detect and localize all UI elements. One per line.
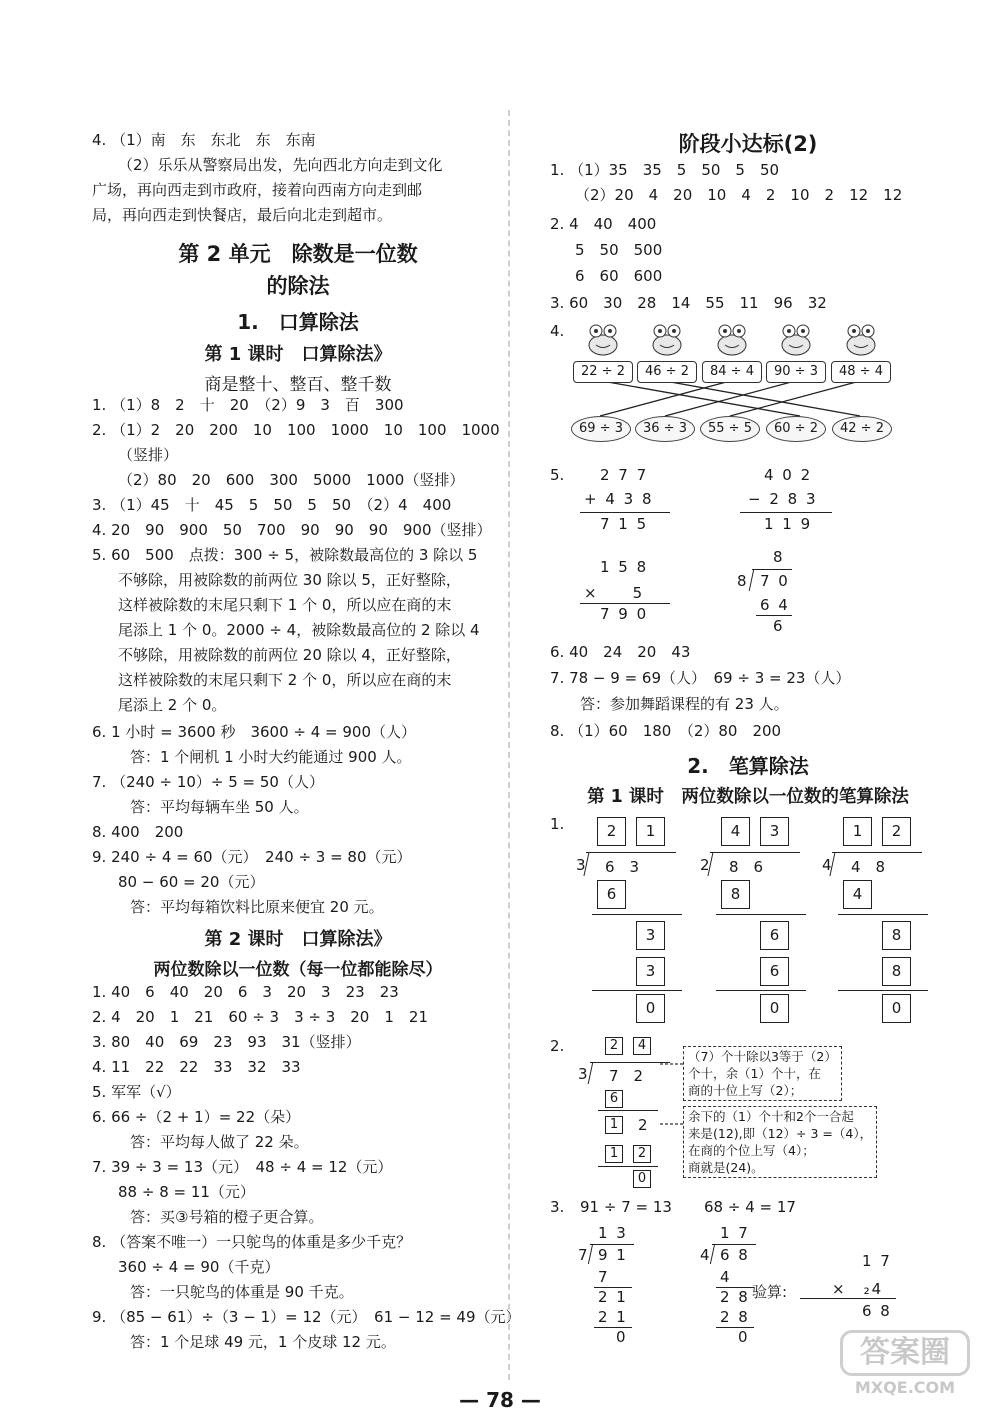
stage-line: 6 60 600 (575, 267, 663, 285)
p3a-sub1: 7 (598, 1268, 608, 1286)
div-quotient: 8 (773, 548, 783, 566)
p1b-quotient-tens: 4 (721, 817, 750, 846)
add-rule (580, 512, 670, 513)
lesson-1-title: 第 1 课时 口算除法》 (204, 344, 392, 365)
l1-line: （竖排） (118, 446, 179, 464)
div-rule (756, 615, 792, 616)
p3-equation-2: 68 ÷ 4 = 17 (704, 1198, 796, 1216)
p3a-rule2 (594, 1327, 632, 1328)
unit-title-2: 的除法 (266, 274, 330, 298)
stage-line: 2. 4 40 400 (550, 215, 657, 233)
after-line: 8. （1）60 180 （2）80 200 (550, 722, 782, 740)
p1a-sub2: 3 (636, 957, 665, 986)
l2-line: 360 ÷ 4 = 90（千克） (118, 1258, 280, 1276)
stage-title: 阶段小达标(2) (678, 132, 818, 156)
l2-line: 8. （答案不唯一）一只鸵鸟的体重是多少千克？ (92, 1233, 412, 1251)
p2-label: 2. (550, 1037, 565, 1055)
div-remainder: 6 (773, 617, 783, 635)
l1-line: 这样被除数的末尾只剩下 1 个 0，所以应在商的末 (118, 596, 452, 614)
stage-line: 5 50 500 (575, 241, 663, 259)
l2-line: 5. 军军（√） (92, 1083, 181, 1101)
p1c-bar (832, 852, 922, 853)
p2-rem1-ones: 2 (638, 1116, 648, 1134)
note-2-line: 余下的（1）个十和2个一合起 (688, 1109, 854, 1124)
div-bar (752, 569, 792, 570)
p1b-rem2: 0 (760, 994, 789, 1023)
lesson-2-subtitle: 两位数除以一位数（每一位都能除尽） (153, 960, 443, 980)
q4-line-1: 4. （1）南 东 东北 东 东南 (92, 131, 316, 149)
p1c-rem2: 0 (882, 994, 911, 1023)
l2-line: 7. 39 ÷ 3 = 13（元） 48 ÷ 4 = 12（元） (92, 1158, 393, 1176)
p1c-dividend: 4 8 (851, 858, 886, 876)
p1c-quotient-tens: 1 (843, 817, 872, 846)
p1b-quotient-ones: 3 (760, 817, 789, 846)
p3a-rem1: 2 1 (598, 1288, 628, 1306)
frog-card: 48 ÷ 4 (831, 361, 891, 383)
l1-line: 8. 400 200 (92, 823, 184, 841)
lesson-2-title: 第 2 课时 口算除法》 (204, 929, 392, 950)
div-divisor: 8 (737, 572, 747, 590)
l1-line: 1. （1）8 2 十 20 （2）9 3 百 300 (92, 396, 404, 414)
check-top: 1 7 (862, 1252, 892, 1270)
p1c-rule2 (838, 990, 928, 991)
stage-line: （2）20 4 20 10 4 2 10 2 12 12 (575, 186, 903, 204)
p1a-quotient-ones: 1 (636, 817, 665, 846)
mul-top: 1 5 8 (600, 558, 649, 576)
l2-line: 答：平均每人做了 22 朵。 (130, 1133, 309, 1151)
note-2-line: 来是(12),即（12）÷ 3 =（4）， (688, 1126, 873, 1141)
l1-line: 2. （1）2 20 200 10 100 1000 10 100 1000 (92, 421, 500, 439)
l1-line: 3. （1）45 十 45 5 50 5 50 （2）4 400 (92, 496, 452, 514)
frog-card: 22 ÷ 2 (573, 361, 633, 383)
p3a-quotient: 1 3 (598, 1224, 628, 1242)
stage-line: 1. （1）35 35 5 50 5 50 (550, 161, 780, 179)
p3b-rem2: 0 (738, 1328, 748, 1346)
watermark-url: MXQE.COM (854, 1378, 956, 1397)
note-2-line: 商就是(24)。 (688, 1160, 764, 1175)
q4-line-3: 广场，再向西走到市政府，接着向西南方向走到邮 (92, 181, 423, 199)
p1a-dividend: 6 3 (605, 858, 640, 876)
p1c-divisor: 4 (822, 856, 832, 874)
frog-icon (649, 321, 685, 357)
mul-mid: × 5 (584, 584, 645, 602)
div-subtract: 6 4 (760, 596, 790, 614)
l1-line: 7. （240 ÷ 10）÷ 5 = 50（人） (92, 773, 324, 791)
frog-icon (843, 321, 879, 357)
p1b-sub1: 8 (721, 880, 750, 909)
p2-rule2 (598, 1166, 658, 1167)
p3a-dividend: 9 1 (598, 1246, 628, 1264)
p3-equation-1: 91 ÷ 7 = 13 (580, 1198, 672, 1216)
div-bracket (749, 569, 755, 591)
l1-line: （2）80 20 600 300 5000 1000（竖排） (118, 471, 465, 489)
check-result: 6 8 (862, 1302, 892, 1320)
p3a-divisor: 7 (578, 1246, 588, 1264)
sub-mid: − 2 8 3 (748, 490, 818, 508)
p2-sub2-ones: 2 (633, 1145, 651, 1163)
frog-card: 46 ÷ 2 (637, 361, 697, 383)
l1-line: 不够除，用被除数的前两位 30 除以 5，正好整除， (118, 571, 461, 589)
p1b-rem1: 6 (760, 921, 789, 950)
q5-label: 5. (550, 466, 565, 484)
lesson-3-title: 第 1 课时 两位数除以一位数的笔算除法 (587, 787, 909, 807)
p1a-rem1: 3 (636, 921, 665, 950)
p2-rem2: 0 (633, 1170, 651, 1188)
q4-label: 4. (550, 322, 565, 340)
p1a-bar (586, 852, 676, 853)
l1-line: 4. 20 90 900 50 700 90 90 90 900（竖排） (92, 521, 492, 539)
check-mid: × ₂4 (832, 1280, 884, 1298)
leaf-card: 55 ÷ 5 (700, 416, 760, 442)
add-result: 7 1 5 (600, 515, 649, 533)
leaf-card: 60 ÷ 2 (766, 416, 826, 442)
lesson-1-subtitle: 商是整十、整百、整千数 (204, 375, 392, 395)
l1-line: 尾添上 2 个 0。 (118, 696, 227, 714)
note-1-line: 商的十位上写（2）； (688, 1083, 803, 1098)
note-1-line: 个十，余（1）个十，在 (688, 1066, 821, 1081)
p2-quotient-ones: 4 (633, 1037, 651, 1055)
p1-label: 1. (550, 815, 565, 833)
note-1-line: （7）个十除以3等于（2） (688, 1049, 837, 1064)
after-line: 6. 40 24 20 43 (550, 643, 691, 661)
p2-sub2-tens: 1 (605, 1145, 623, 1163)
p3b-divisor: 4 (700, 1246, 710, 1264)
add-top: 2 7 7 (600, 466, 649, 484)
p1a-rule2 (592, 990, 682, 991)
p1a-rem2: 0 (636, 994, 665, 1023)
p1b-rule2 (716, 990, 806, 991)
l1-line: 5. 60 500 点拨：300 ÷ 5，被除数最高位的 3 除以 5 (92, 546, 478, 564)
check-label: 验算: (752, 1283, 788, 1301)
mul-rule (580, 603, 670, 604)
p1b-bar (710, 852, 800, 853)
l2-line: 2. 4 20 1 21 60 ÷ 3 3 ÷ 3 20 1 21 (92, 1008, 428, 1026)
p3a-sub2: 2 1 (598, 1308, 628, 1326)
add-mid: + 4 3 8 (584, 490, 654, 508)
p1b-divisor: 2 (700, 856, 710, 874)
p1a-sub1: 6 (597, 880, 626, 909)
l2-line: 答：1 个足球 49 元，1 个皮球 12 元。 (130, 1333, 396, 1351)
p3b-dividend: 6 8 (720, 1246, 750, 1264)
p1c-rem1: 8 (882, 921, 911, 950)
p1c-rule1 (838, 914, 928, 915)
sub-rule (740, 512, 832, 513)
l2-line: 88 ÷ 8 = 11（元） (118, 1183, 255, 1201)
frog-icon (778, 321, 814, 357)
p2-note-1 (683, 1046, 842, 1101)
l1-line: 6. 1 小时 = 3600 秒 3600 ÷ 4 = 900（人） (92, 723, 416, 741)
l1-line: 9. 240 ÷ 4 = 60（元） 240 ÷ 3 = 80（元） (92, 848, 412, 866)
mul-result: 7 9 0 (600, 605, 649, 623)
p3a-rem2: 0 (616, 1328, 626, 1346)
div-dividend: 7 0 (760, 572, 790, 590)
p1c-sub2: 8 (882, 957, 911, 986)
p1c-quotient-ones: 2 (882, 817, 911, 846)
p3a-bracket (588, 1244, 593, 1264)
l1-line: 答：平均每箱饮料比原来便宜 20 元。 (130, 898, 384, 916)
p1a-rule1 (592, 914, 682, 915)
l1-line: 80 − 60 = 20（元） (118, 873, 265, 891)
sub-result: 1 1 9 (764, 515, 813, 533)
l2-line: 答：一只鸵鸟的体重是 90 千克。 (130, 1283, 354, 1301)
l2-line: 6. 66 ÷（2 + 1）= 22（朵） (92, 1108, 301, 1126)
p3-label: 3. (550, 1198, 565, 1216)
q4-line-2: （2）乐乐从警察局出发，先向西北方向走到文化 (118, 156, 443, 174)
watermark-text: 答案圈 (840, 1330, 970, 1376)
p2-sub1: 6 (605, 1090, 623, 1108)
l1-line: 不够除，用被除数的前两位 20 除以 4，正好整除， (118, 646, 461, 664)
l2-line: 4. 11 22 22 33 32 33 (92, 1058, 301, 1076)
watermark-logo (840, 1330, 970, 1406)
l1-line: 尾添上 1 个 0。2000 ÷ 4，被除数最高位的 2 除以 4 (118, 621, 480, 639)
p1c-sub1: 4 (843, 880, 872, 909)
p1b-dividend: 8 6 (729, 858, 764, 876)
p2-quotient-tens: 2 (605, 1037, 623, 1055)
frog-card: 90 ÷ 3 (766, 361, 826, 383)
l1-line: 答：平均每辆车坐 50 人。 (130, 798, 309, 816)
p3b-sub2: 2 8 (720, 1308, 750, 1326)
p2-bracket (588, 1062, 594, 1084)
after-line: 答：参加舞蹈课程的有 23 人。 (580, 695, 789, 713)
p3b-rem1: 2 8 (720, 1288, 750, 1306)
l1-line: 这样被除数的末尾只剩下 2 个 0，所以应在商的末 (118, 671, 452, 689)
p2-note-2 (683, 1106, 877, 1178)
p3b-bar (712, 1244, 756, 1245)
p2-dividend: 7 2 (609, 1067, 644, 1085)
p2-rem1-tens: 1 (605, 1116, 623, 1134)
l2-line: 3. 80 40 69 23 93 31（竖排） (92, 1033, 361, 1051)
p1b-rule1 (716, 914, 806, 915)
frog-icon (585, 321, 621, 357)
l2-line: 1. 40 6 40 20 6 3 20 3 23 23 (92, 983, 399, 1001)
leaf-card: 36 ÷ 3 (635, 416, 695, 442)
sub-top: 4 0 2 (764, 466, 813, 484)
leaf-card: 69 ÷ 3 (571, 416, 631, 442)
l1-line: 答：1 个闸机 1 小时大约能通过 900 人。 (130, 748, 412, 766)
q4-line-4: 局，再向西走到快餐店，最后向北走到超市。 (92, 206, 393, 224)
p3b-quotient: 1 7 (720, 1224, 750, 1242)
note-2-line: 在商的个位上写（4）； (688, 1143, 815, 1158)
section-title-2: 2. 笔算除法 (687, 754, 809, 778)
frog-icon (714, 321, 750, 357)
column-divider (508, 110, 511, 1380)
after-line: 7. 78 − 9 = 69（人） 69 ÷ 3 = 23（人） (550, 669, 851, 687)
stage-line: 3. 60 30 28 14 55 11 96 32 (550, 294, 827, 312)
p3a-bar (590, 1244, 634, 1245)
p2-divisor: 3 (578, 1065, 588, 1083)
l2-line: 答：买③号箱的橙子更合算。 (130, 1208, 324, 1226)
leaf-card: 42 ÷ 2 (832, 416, 892, 442)
p3b-bracket (710, 1244, 715, 1264)
p3b-sub1: 4 (720, 1268, 730, 1286)
check-rule (800, 1298, 896, 1299)
unit-title: 第 2 单元 除数是一位数 (178, 242, 418, 266)
l2-line: 9. （85 − 61）÷（3 − 1）= 12（元） 61 − 12 = 49（元） (92, 1308, 521, 1326)
p1a-quotient-tens: 2 (597, 817, 626, 846)
frog-card: 84 ÷ 4 (702, 361, 762, 383)
section-title-1: 1. 口算除法 (237, 310, 359, 334)
p3b-rule2 (716, 1327, 754, 1328)
p2-arrows (620, 1060, 690, 1140)
p1b-sub2: 6 (760, 957, 789, 986)
page-number: — 78 — (459, 1388, 541, 1412)
p1a-divisor: 3 (576, 856, 586, 874)
